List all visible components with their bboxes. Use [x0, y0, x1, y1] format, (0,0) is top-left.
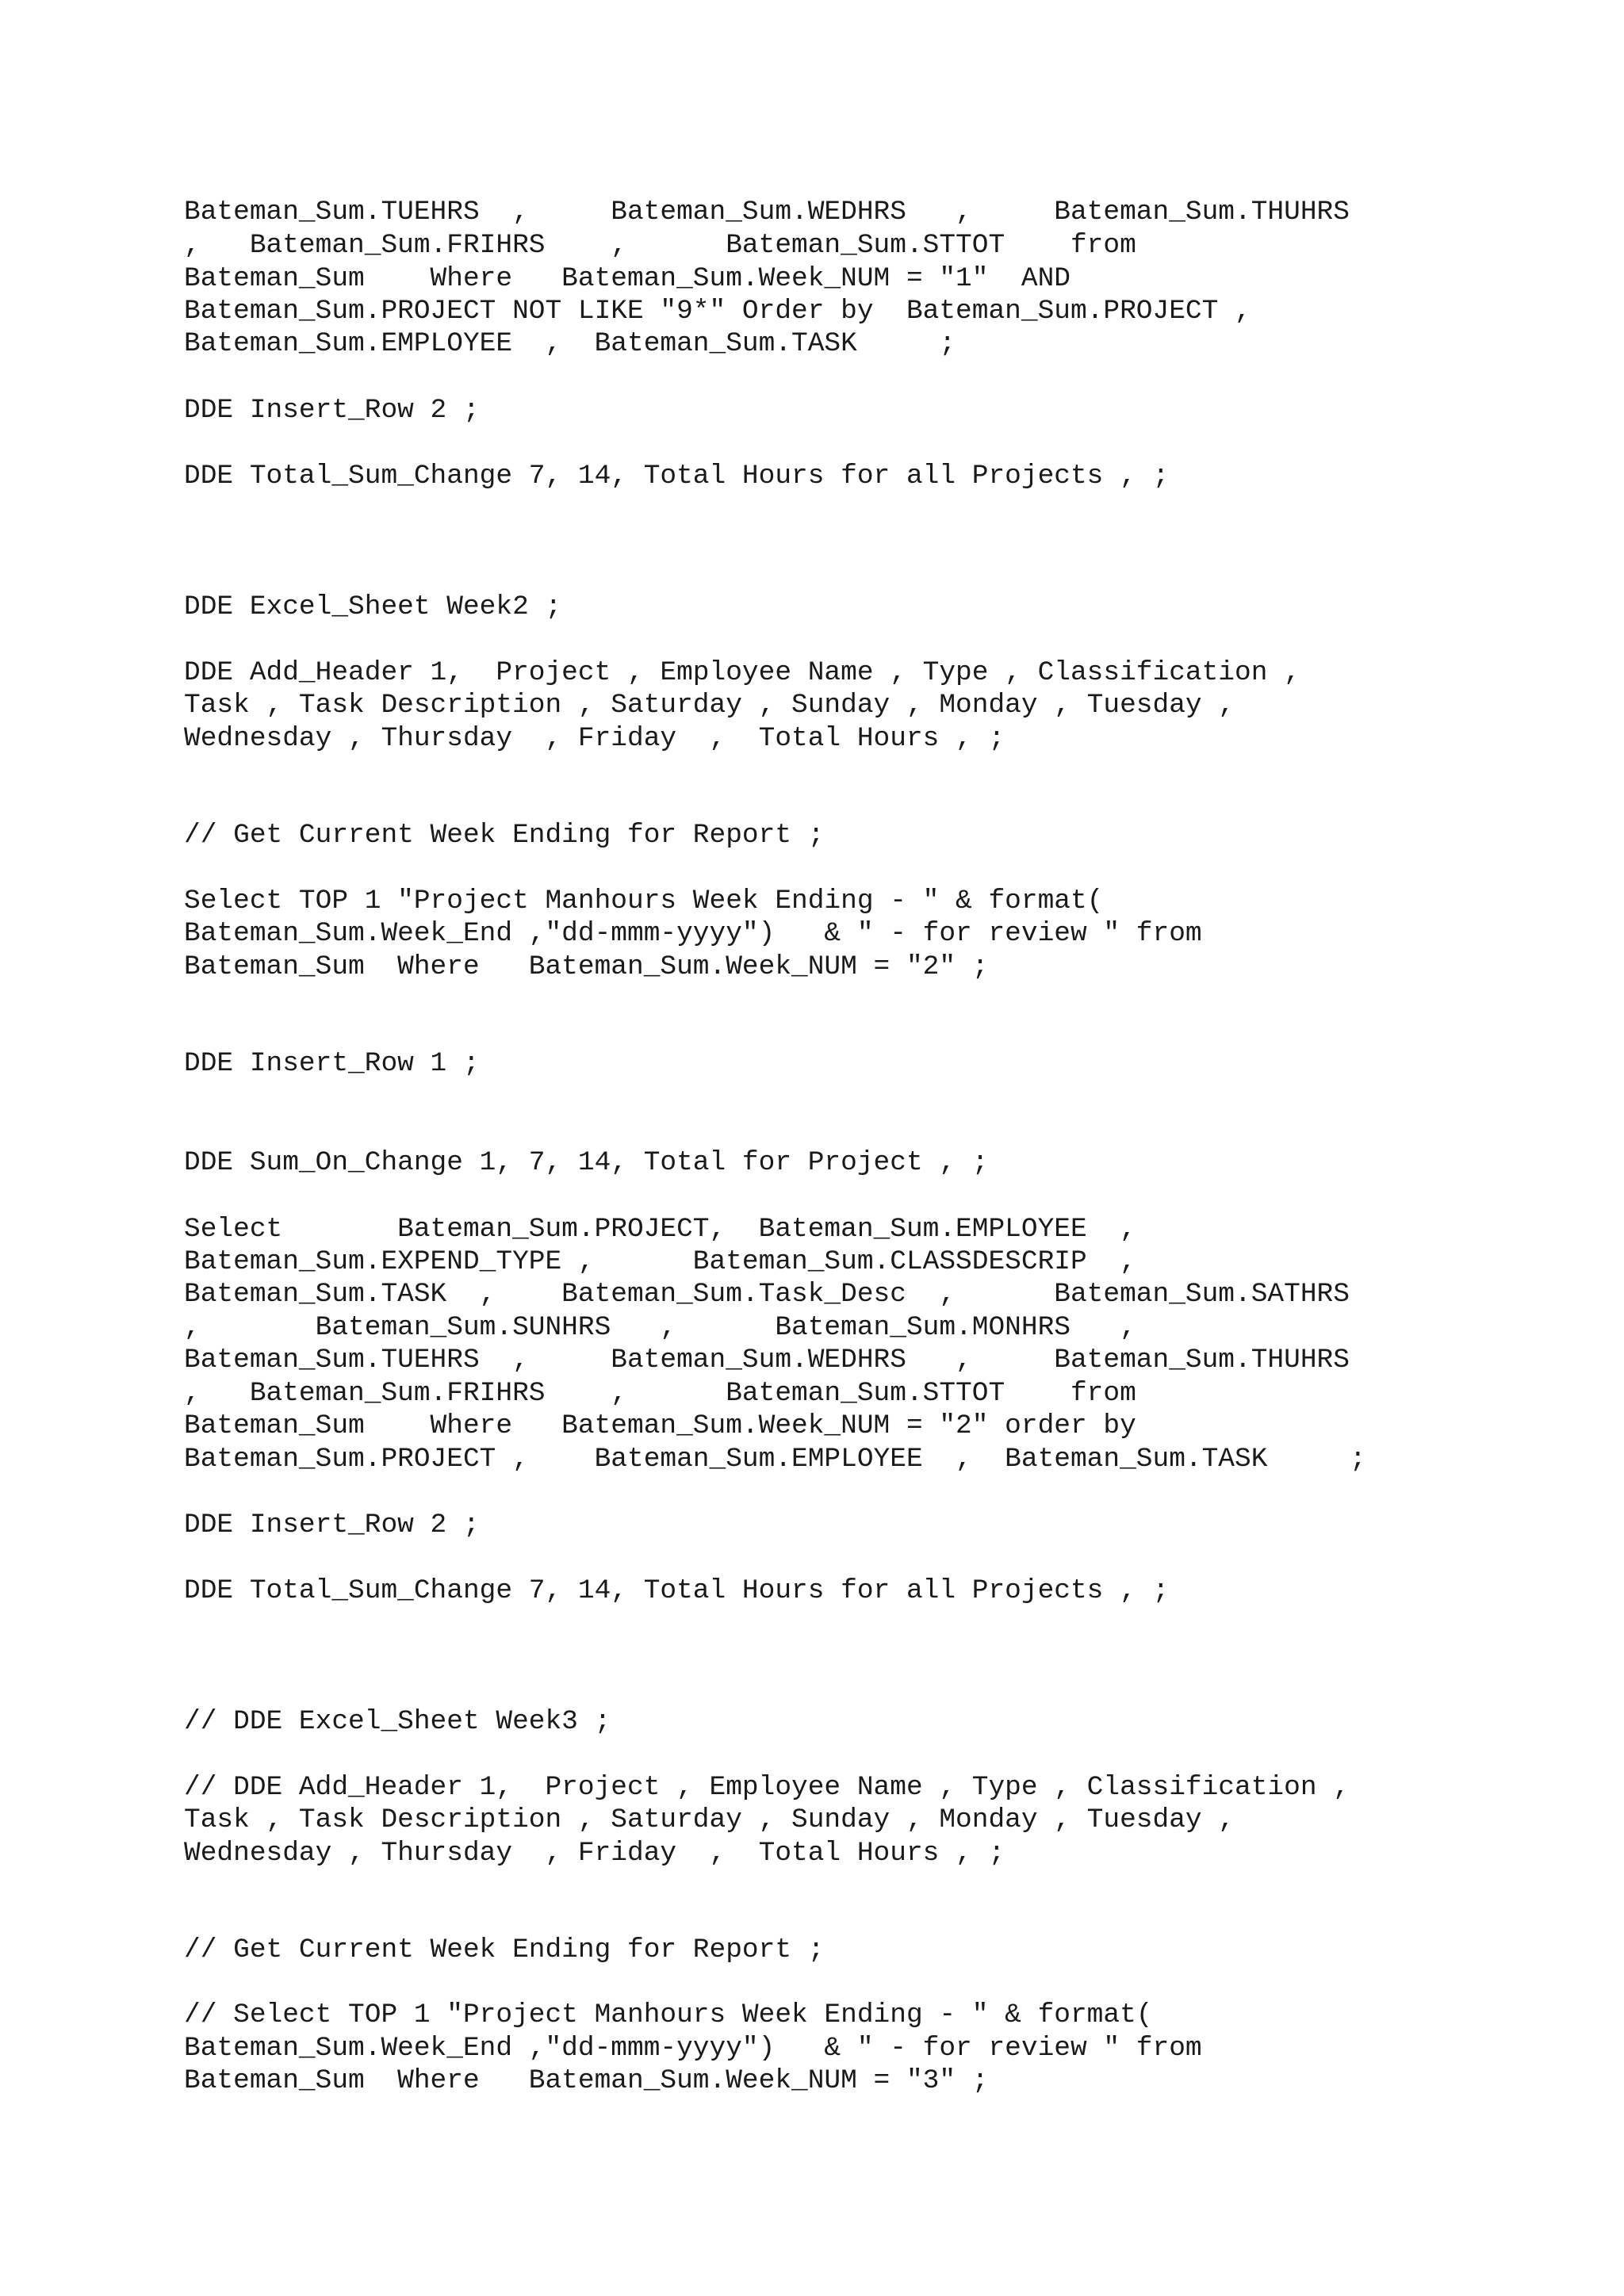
code-line: DDE Add_Header 1, Project , Employee Name , Type , Classification , — [184, 657, 1300, 688]
code-line: Task , Task Description , Saturday , Sunday , Monday , Tuesday , — [184, 1804, 1235, 1835]
code-line: DDE Total_Sum_Change 7, 14, Total Hours for all Projects , ; — [184, 1575, 1170, 1606]
code-line: Bateman_Sum.EXPEND_TYPE , Bateman_Sum.CLASSDESCRIP , — [184, 1246, 1136, 1277]
code-line: Bateman_Sum.Week_End ,"dd-mmm-yyyy") & " - for review " from — [184, 2033, 1202, 2064]
comment-line: // DDE Add_Header 1, Project , Employee Name , Type , Classification , — [184, 1772, 1350, 1803]
code-line: Bateman_Sum.EMPLOYEE , Bateman_Sum.TASK ; — [184, 328, 956, 359]
code-line: DDE Sum_On_Change 1, 7, 14, Total for Project , ; — [184, 1147, 989, 1178]
code-line: Bateman_Sum Where Bateman_Sum.Week_NUM = "2" order by — [184, 1410, 1136, 1441]
code-line: DDE Total_Sum_Change 7, 14, Total Hours for all Projects , ; — [184, 461, 1170, 492]
code-line: Bateman_Sum.TASK , Bateman_Sum.Task_Desc , Bateman_Sum.SATHRS — [184, 1279, 1350, 1310]
comment-line: // Select TOP 1 "Project Manhours Week Ending - " & format( — [184, 1999, 1153, 2030]
code-line: Select TOP 1 "Project Manhours Week Ending - " & format( — [184, 886, 1104, 916]
comment-line: // Get Current Week Ending for Report ; — [184, 1934, 825, 1965]
code-line: Bateman_Sum.PROJECT , Bateman_Sum.EMPLOYEE , Bateman_Sum.TASK ; — [184, 1444, 1366, 1475]
code-line: DDE Insert_Row 2 ; — [184, 395, 480, 426]
code-line: DDE Excel_Sheet Week2 ; — [184, 591, 562, 622]
code-line: Bateman_Sum.TUEHRS , Bateman_Sum.WEDHRS , Bateman_Sum.THUHRS — [184, 197, 1350, 228]
code-line: Bateman_Sum Where Bateman_Sum.Week_NUM = "1" AND — [184, 263, 1071, 294]
code-line: Bateman_Sum.TUEHRS , Bateman_Sum.WEDHRS , Bateman_Sum.THUHRS — [184, 1345, 1350, 1376]
code-line: , Bateman_Sum.FRIHRS , Bateman_Sum.STTOT from — [184, 230, 1136, 261]
code-line: Wednesday , Thursday , Friday , Total Hours , ; — [184, 723, 1005, 754]
comment-line: // DDE Excel_Sheet Week3 ; — [184, 1706, 611, 1737]
code-line: Bateman_Sum Where Bateman_Sum.Week_NUM = "2" ; — [184, 951, 989, 982]
code-line: Bateman_Sum.Week_End ,"dd-mmm-yyyy") & " - for review " from — [184, 918, 1202, 949]
code-line: Bateman_Sum Where Bateman_Sum.Week_NUM = "3" ; — [184, 2065, 989, 2096]
code-line: , Bateman_Sum.FRIHRS , Bateman_Sum.STTOT from — [184, 1378, 1136, 1409]
code-line: Wednesday , Thursday , Friday , Total Hours , ; — [184, 1838, 1005, 1869]
code-line: Task , Task Description , Saturday , Sunday , Monday , Tuesday , — [184, 690, 1235, 721]
comment-line: // Get Current Week Ending for Report ; — [184, 820, 825, 851]
code-line: Bateman_Sum.PROJECT NOT LIKE "9*" Order by Bateman_Sum.PROJECT , — [184, 296, 1251, 327]
code-line: DDE Insert_Row 2 ; — [184, 1510, 480, 1540]
code-line: Select Bateman_Sum.PROJECT, Bateman_Sum.EMPLOYEE , — [184, 1214, 1136, 1245]
code-line: , Bateman_Sum.SUNHRS , Bateman_Sum.MONHRS , — [184, 1312, 1136, 1343]
code-line: DDE Insert_Row 1 ; — [184, 1048, 480, 1079]
